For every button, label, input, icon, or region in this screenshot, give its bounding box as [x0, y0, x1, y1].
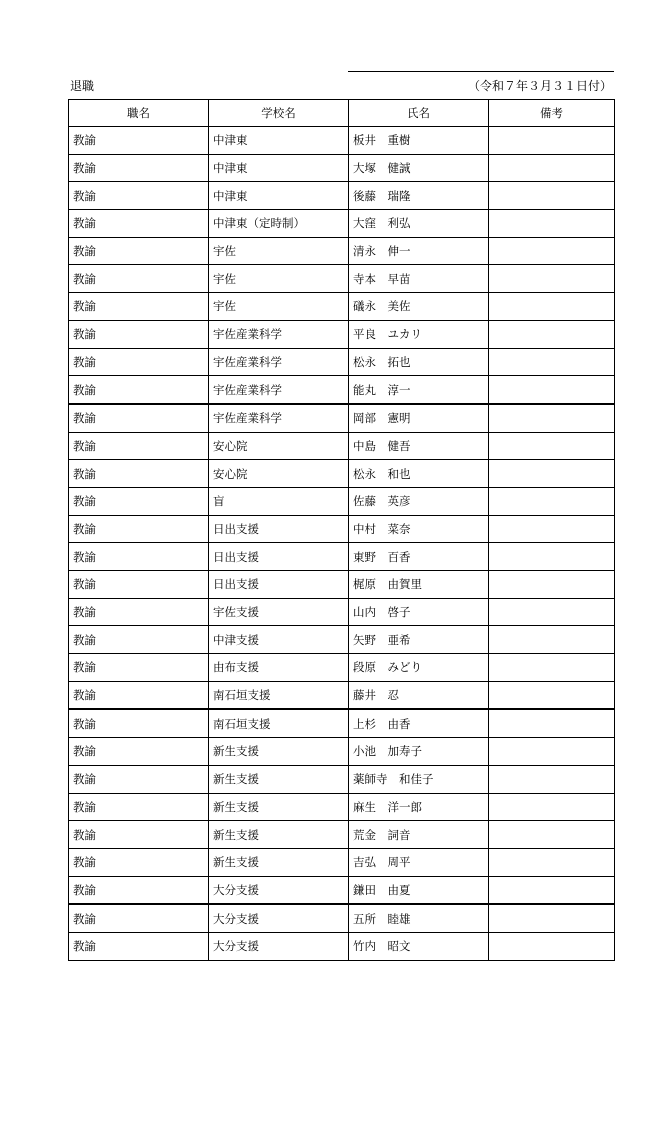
cell-school: 中津東: [209, 182, 349, 210]
table-row: [69, 821, 615, 849]
cell-position: 教諭: [69, 876, 209, 904]
cell-note: [489, 571, 615, 599]
table-row: [69, 738, 615, 766]
cell-name: 鎌田 由夏: [349, 876, 489, 904]
cell-name: 麻生 洋一郎: [349, 793, 489, 821]
cell-position: 教諭: [69, 904, 209, 932]
cell-name: 能丸 淳一: [349, 376, 489, 404]
effective-date: （令和７年３月３１日付）: [467, 79, 612, 93]
table-row: [69, 543, 615, 571]
cell-note: [489, 765, 615, 793]
cell-school: 大分支援: [209, 932, 349, 960]
cell-note: [489, 793, 615, 821]
cell-position: 教諭: [69, 738, 209, 766]
retirement-table: [68, 99, 615, 961]
cell-position: 教諭: [69, 404, 209, 432]
table-row: [69, 182, 615, 210]
cell-school: 中津東（定時制）: [209, 210, 349, 238]
cell-note: [489, 127, 615, 155]
cell-position: 教諭: [69, 654, 209, 682]
column-header-school: 学校名: [209, 100, 349, 127]
cell-name: 松永 拓也: [349, 348, 489, 376]
table-row: [69, 626, 615, 654]
cell-position: 教諭: [69, 932, 209, 960]
table-row: [69, 154, 615, 182]
cell-position: 教諭: [69, 793, 209, 821]
table-row: [69, 432, 615, 460]
cell-name: 板井 重樹: [349, 127, 489, 155]
table-row: [69, 904, 615, 932]
table-row: [69, 515, 615, 543]
cell-name: 大窪 利弘: [349, 210, 489, 238]
cell-name: 五所 睦雄: [349, 904, 489, 932]
cell-school: 中津支援: [209, 626, 349, 654]
table-row: [69, 376, 615, 404]
cell-school: 中津東: [209, 154, 349, 182]
cell-school: 日出支援: [209, 543, 349, 571]
table-row: [69, 932, 615, 960]
cell-school: 盲: [209, 487, 349, 515]
cell-position: 教諭: [69, 515, 209, 543]
cell-position: 教諭: [69, 487, 209, 515]
table-row: [69, 876, 615, 904]
cell-name: 矢野 亜希: [349, 626, 489, 654]
table-row: [69, 598, 615, 626]
cell-position: 教諭: [69, 543, 209, 571]
table-row: [69, 460, 615, 488]
cell-note: [489, 293, 615, 321]
cell-school: 宇佐支援: [209, 598, 349, 626]
cell-note: [489, 821, 615, 849]
cell-name: 中村 菜奈: [349, 515, 489, 543]
cell-note: [489, 237, 615, 265]
cell-school: 新生支援: [209, 765, 349, 793]
cell-school: 中津東: [209, 127, 349, 155]
cell-school: 新生支援: [209, 848, 349, 876]
cell-position: 教諭: [69, 598, 209, 626]
table-row: [69, 793, 615, 821]
cell-position: 教諭: [69, 348, 209, 376]
cell-name: 藤井 忍: [349, 681, 489, 709]
cell-position: 教諭: [69, 127, 209, 155]
cell-note: [489, 738, 615, 766]
cell-position: 教諭: [69, 571, 209, 599]
cell-name: 後藤 瑞隆: [349, 182, 489, 210]
cell-name: 段原 みどり: [349, 654, 489, 682]
cell-note: [489, 932, 615, 960]
cell-note: [489, 904, 615, 932]
table-row: [69, 320, 615, 348]
cell-school: 安心院: [209, 432, 349, 460]
cell-school: 宇佐産業科学: [209, 348, 349, 376]
cell-note: [489, 432, 615, 460]
cell-name: 岡部 憲明: [349, 404, 489, 432]
cell-note: [489, 404, 615, 432]
cell-school: 宇佐産業科学: [209, 320, 349, 348]
cell-name: 竹内 昭文: [349, 932, 489, 960]
table-row: [69, 681, 615, 709]
cell-note: [489, 681, 615, 709]
cell-school: 新生支援: [209, 821, 349, 849]
cell-position: 教諭: [69, 182, 209, 210]
cell-position: 教諭: [69, 154, 209, 182]
cell-school: 宇佐: [209, 237, 349, 265]
cell-name: 松永 和也: [349, 460, 489, 488]
cell-school: 宇佐産業科学: [209, 404, 349, 432]
cell-school: 日出支援: [209, 571, 349, 599]
cell-note: [489, 709, 615, 737]
cell-name: 山内 啓子: [349, 598, 489, 626]
cell-name: 薬師寺 和佳子: [349, 765, 489, 793]
table-row: [69, 404, 615, 432]
cell-name: 荒金 詞音: [349, 821, 489, 849]
cell-position: 教諭: [69, 265, 209, 293]
header-rule: [348, 71, 614, 72]
table-row: [69, 765, 615, 793]
cell-school: 新生支援: [209, 793, 349, 821]
cell-note: [489, 182, 615, 210]
cell-note: [489, 487, 615, 515]
table-row: [69, 709, 615, 737]
table-row: [69, 293, 615, 321]
cell-school: 大分支援: [209, 876, 349, 904]
cell-position: 教諭: [69, 765, 209, 793]
cell-note: [489, 320, 615, 348]
cell-name: 上杉 由香: [349, 709, 489, 737]
cell-position: 教諭: [69, 709, 209, 737]
cell-school: 南石垣支援: [209, 681, 349, 709]
cell-note: [489, 598, 615, 626]
document-title: 退職: [70, 79, 95, 93]
cell-position: 教諭: [69, 821, 209, 849]
column-header-name: 氏名: [349, 100, 489, 127]
cell-school: 宇佐: [209, 293, 349, 321]
cell-position: 教諭: [69, 293, 209, 321]
table-row: [69, 348, 615, 376]
cell-name: 梶原 由賀里: [349, 571, 489, 599]
table-row: [69, 487, 615, 515]
cell-school: 新生支援: [209, 738, 349, 766]
cell-name: 平良 ユカリ: [349, 320, 489, 348]
cell-position: 教諭: [69, 210, 209, 238]
cell-name: 吉弘 周平: [349, 848, 489, 876]
cell-position: 教諭: [69, 376, 209, 404]
cell-position: 教諭: [69, 681, 209, 709]
table-row: [69, 210, 615, 238]
cell-position: 教諭: [69, 626, 209, 654]
cell-name: 寺本 早苗: [349, 265, 489, 293]
cell-note: [489, 348, 615, 376]
column-header-position: 職名: [69, 100, 209, 127]
cell-name: 小池 加寿子: [349, 738, 489, 766]
cell-name: 東野 百香: [349, 543, 489, 571]
cell-note: [489, 543, 615, 571]
cell-name: 清永 伸一: [349, 237, 489, 265]
cell-note: [489, 515, 615, 543]
cell-school: 大分支援: [209, 904, 349, 932]
cell-note: [489, 626, 615, 654]
cell-note: [489, 848, 615, 876]
cell-school: 宇佐: [209, 265, 349, 293]
cell-note: [489, 376, 615, 404]
cell-note: [489, 265, 615, 293]
cell-school: 宇佐産業科学: [209, 376, 349, 404]
cell-school: 南石垣支援: [209, 709, 349, 737]
cell-position: 教諭: [69, 237, 209, 265]
cell-school: 安心院: [209, 460, 349, 488]
cell-note: [489, 154, 615, 182]
cell-note: [489, 876, 615, 904]
cell-name: 大塚 健誠: [349, 154, 489, 182]
column-header-note: 備考: [489, 100, 615, 127]
table-header-row: [69, 100, 615, 127]
table-row: [69, 237, 615, 265]
table-row: [69, 127, 615, 155]
cell-position: 教諭: [69, 848, 209, 876]
table-row: [69, 571, 615, 599]
table-row: [69, 848, 615, 876]
table-row: [69, 265, 615, 293]
cell-note: [489, 460, 615, 488]
cell-school: 由布支援: [209, 654, 349, 682]
cell-name: 中島 健吾: [349, 432, 489, 460]
cell-note: [489, 210, 615, 238]
cell-position: 教諭: [69, 320, 209, 348]
cell-note: [489, 654, 615, 682]
table-row: [69, 654, 615, 682]
cell-school: 日出支援: [209, 515, 349, 543]
cell-position: 教諭: [69, 432, 209, 460]
cell-name: 佐藤 英彦: [349, 487, 489, 515]
cell-name: 礒永 美佐: [349, 293, 489, 321]
cell-position: 教諭: [69, 460, 209, 488]
